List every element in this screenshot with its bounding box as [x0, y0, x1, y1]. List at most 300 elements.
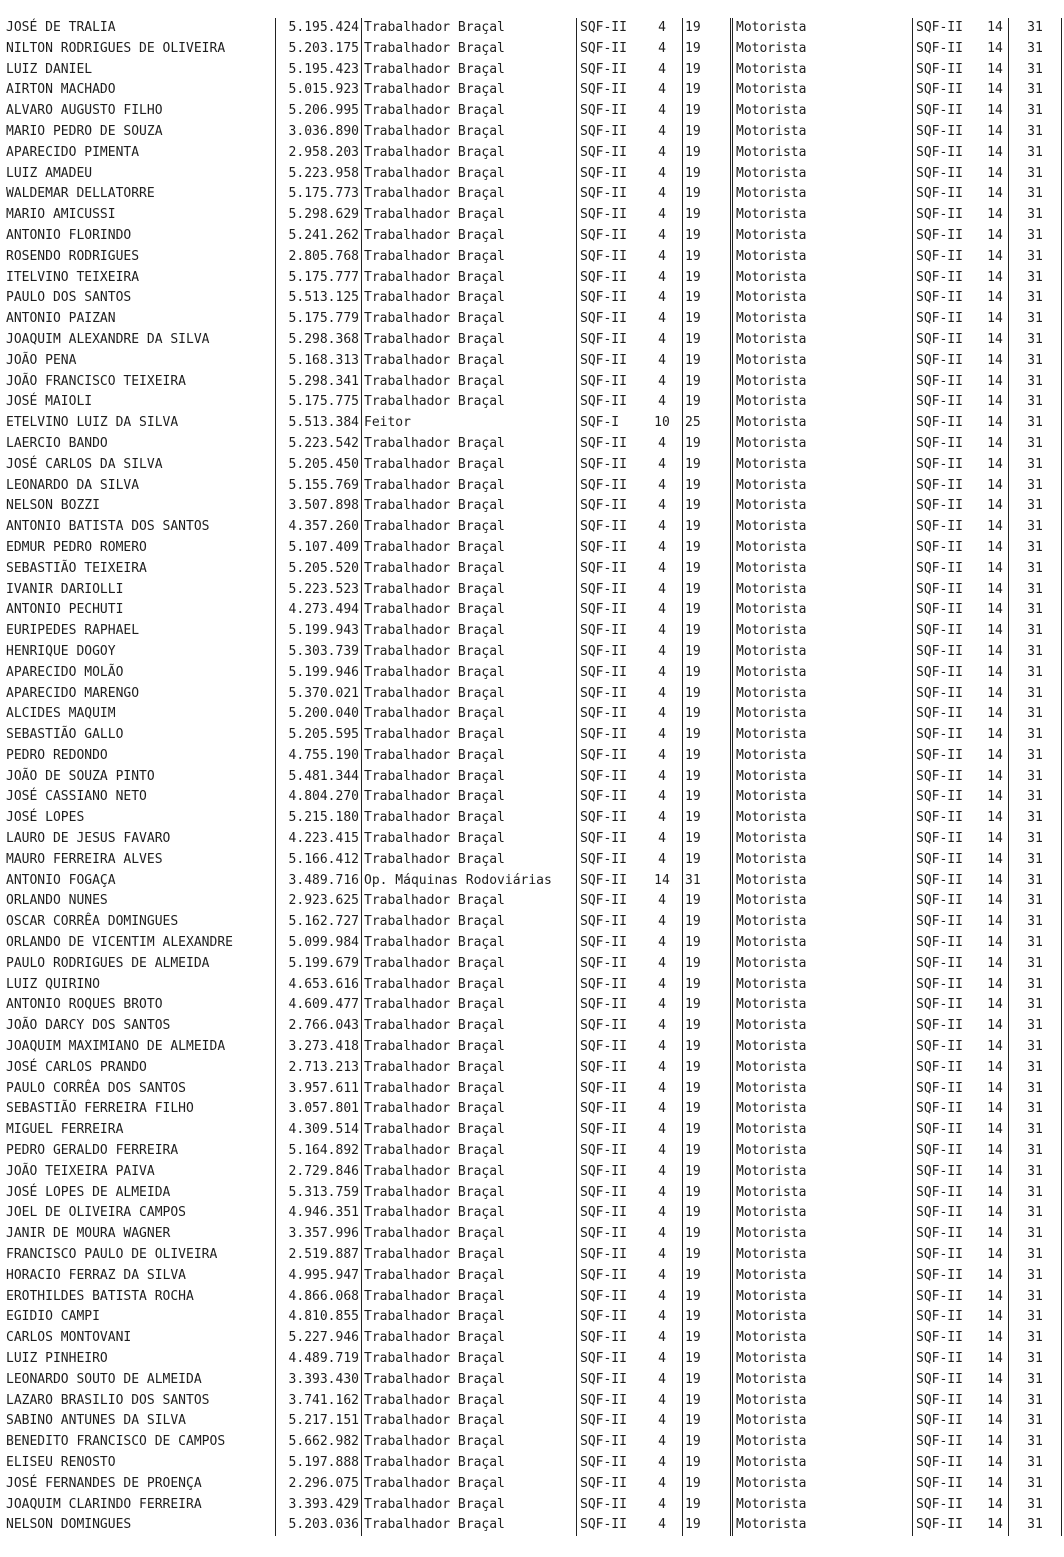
- new-reference-cell: SQF-II: [912, 871, 978, 892]
- current-grade-cell: 19: [682, 351, 711, 372]
- new-level-cell: 14: [982, 995, 1009, 1016]
- right-rule: [1061, 829, 1062, 850]
- employee-name-cell: LAZARO BRASILIO DOS SANTOS: [6, 1392, 210, 1408]
- new-level-cell: 14: [982, 80, 1009, 101]
- current-function-cell: Trabalhador Braçal: [361, 18, 574, 39]
- table-row: [0, 496, 1064, 517]
- employee-name-cell: CARLOS MONTOVANI: [6, 1330, 132, 1346]
- current-level-cell: 4: [658, 1205, 666, 1221]
- right-rule: [1061, 18, 1062, 39]
- new-grade-cell: 31: [1027, 1288, 1043, 1304]
- new-level-cell: 14: [982, 767, 1009, 788]
- current-function-cell: Trabalhador Braçal: [361, 600, 574, 621]
- new-function-cell: Motorista: [730, 434, 906, 455]
- new-level-cell: 14: [982, 392, 1009, 413]
- new-level-cell: 14: [982, 455, 1009, 476]
- new-level-cell: 14: [982, 164, 1009, 185]
- employee-name-cell: PEDRO REDONDO: [6, 747, 108, 763]
- current-function-cell: Trabalhador Braçal: [361, 1453, 574, 1474]
- current-function-cell: Trabalhador Braçal: [361, 330, 574, 351]
- current-level-cell: 4: [658, 1351, 666, 1366]
- registration-number-cell: 5.107.409: [275, 538, 361, 559]
- new-reference-cell: SQF-II: [912, 1411, 978, 1432]
- new-level-cell: 14: [982, 600, 1009, 621]
- current-grade-cell: 19: [682, 1328, 711, 1349]
- new-reference-cell: SQF-II: [912, 392, 978, 413]
- right-rule: [1061, 1224, 1062, 1245]
- new-reference-cell: SQF-II: [912, 1058, 978, 1079]
- current-level-cell: 4: [658, 976, 666, 992]
- new-grade-cell: 31: [1027, 1351, 1043, 1366]
- new-function-cell: Motorista: [730, 372, 906, 393]
- current-level-cell: 4: [658, 373, 666, 389]
- new-reference-cell: SQF-II: [912, 517, 978, 538]
- table-row: [0, 434, 1064, 455]
- new-function-cell: Motorista: [730, 309, 906, 330]
- current-function-cell: Trabalhador Braçal: [361, 268, 574, 289]
- current-reference-cell: SQF-II: [576, 517, 650, 538]
- current-level-cell: 4: [658, 914, 666, 930]
- current-function-cell: Trabalhador Braçal: [361, 1515, 574, 1536]
- current-function-cell: Trabalhador Braçal: [361, 704, 574, 725]
- employee-name-cell: IVANIR DARIOLLI: [6, 581, 124, 597]
- table-row: [0, 455, 1064, 476]
- current-level-cell: 4: [658, 685, 666, 701]
- table-row: [0, 517, 1064, 538]
- new-level-cell: 14: [982, 1307, 1009, 1328]
- current-function-cell: Trabalhador Braçal: [361, 1016, 574, 1037]
- registration-number-cell: 5.313.759: [275, 1183, 361, 1204]
- employee-name-cell: LAURO DE JESUS FAVARO: [6, 831, 171, 847]
- current-level-cell: 4: [658, 997, 666, 1013]
- current-reference-cell: SQF-II: [576, 122, 650, 143]
- new-level-cell: 14: [982, 663, 1009, 684]
- employee-name-cell: EGIDIO CAMPI: [6, 1309, 100, 1325]
- employee-name-cell: FRANCISCO PAULO DE OLIVEIRA: [6, 1247, 218, 1263]
- current-function-cell: Trabalhador Braçal: [361, 559, 574, 580]
- new-grade-cell: 31: [1027, 851, 1043, 867]
- current-grade-cell: 19: [682, 455, 711, 476]
- current-function-cell: Trabalhador Braçal: [361, 1141, 574, 1162]
- registration-number-cell: 5.168.313: [275, 351, 361, 372]
- current-grade-cell: 19: [682, 1224, 711, 1245]
- employee-name-cell: JANIR DE MOURA WAGNER: [6, 1226, 171, 1242]
- new-level-cell: 14: [982, 787, 1009, 808]
- employee-name-cell: APARECIDO MARENGO: [6, 685, 140, 701]
- employee-name-cell: MARIO PEDRO DE SOUZA: [6, 123, 163, 139]
- table-row: [0, 1328, 1064, 1349]
- new-function-cell: Motorista: [730, 871, 906, 892]
- right-rule: [1061, 600, 1062, 621]
- table-row: [0, 621, 1064, 642]
- current-function-cell: Trabalhador Braçal: [361, 1432, 574, 1453]
- new-function-cell: Motorista: [730, 496, 906, 517]
- new-level-cell: 14: [982, 351, 1009, 372]
- new-level-cell: 14: [982, 1370, 1009, 1391]
- table-row: [0, 891, 1064, 912]
- right-rule: [1061, 1120, 1062, 1141]
- new-function-cell: Motorista: [730, 39, 906, 60]
- new-level-cell: 14: [982, 850, 1009, 871]
- registration-number-cell: 4.804.270: [275, 787, 361, 808]
- new-grade-cell: 31: [1027, 103, 1043, 119]
- current-function-cell: Trabalhador Braçal: [361, 496, 574, 517]
- registration-number-cell: 3.393.429: [275, 1495, 361, 1516]
- registration-number-cell: 5.200.040: [275, 704, 361, 725]
- new-function-cell: Motorista: [730, 1432, 906, 1453]
- table-row: [0, 268, 1064, 289]
- current-function-cell: Trabalhador Braçal: [361, 434, 574, 455]
- new-grade-cell: 31: [1027, 373, 1043, 389]
- current-grade-cell: 19: [682, 1411, 711, 1432]
- registration-number-cell: 5.205.450: [275, 455, 361, 476]
- table-row: [0, 1474, 1064, 1495]
- employee-name-cell: BENEDITO FRANCISCO DE CAMPOS: [6, 1434, 226, 1450]
- right-rule: [1061, 1453, 1062, 1474]
- new-reference-cell: SQF-II: [912, 600, 978, 621]
- current-function-cell: Trabalhador Braçal: [361, 725, 574, 746]
- new-grade-cell: 31: [1027, 1101, 1043, 1117]
- employee-name-cell: WALDEMAR DELLATORRE: [6, 186, 155, 202]
- current-function-cell: Trabalhador Braçal: [361, 954, 574, 975]
- right-rule: [1061, 80, 1062, 101]
- new-function-cell: Motorista: [730, 1183, 906, 1204]
- new-level-cell: 14: [982, 1245, 1009, 1266]
- new-function-cell: Motorista: [730, 580, 906, 601]
- new-function-cell: Motorista: [730, 1391, 906, 1412]
- employee-name-cell: JOSÉ CARLOS PRANDO: [6, 1059, 147, 1075]
- new-level-cell: 14: [982, 288, 1009, 309]
- table-row: [0, 559, 1064, 580]
- new-reference-cell: SQF-II: [912, 663, 978, 684]
- registration-number-cell: 5.175.779: [275, 309, 361, 330]
- current-function-cell: Trabalhador Braçal: [361, 476, 574, 497]
- current-level-cell: 4: [658, 352, 666, 368]
- new-function-cell: Motorista: [730, 725, 906, 746]
- registration-number-cell: 2.805.768: [275, 247, 361, 268]
- right-rule: [1061, 912, 1062, 933]
- new-level-cell: 14: [982, 1162, 1009, 1183]
- current-reference-cell: SQF-II: [576, 1183, 650, 1204]
- new-level-cell: 14: [982, 704, 1009, 725]
- table-row: [0, 247, 1064, 268]
- new-function-cell: Motorista: [730, 1162, 906, 1183]
- new-reference-cell: SQF-II: [912, 476, 978, 497]
- new-reference-cell: SQF-II: [912, 1120, 978, 1141]
- current-grade-cell: 19: [682, 1245, 711, 1266]
- new-reference-cell: SQF-II: [912, 268, 978, 289]
- current-function-cell: Trabalhador Braçal: [361, 1411, 574, 1432]
- new-reference-cell: SQF-II: [912, 1474, 978, 1495]
- registration-number-cell: 5.370.021: [275, 684, 361, 705]
- current-level-cell: 4: [658, 1247, 666, 1263]
- registration-number-cell: 5.223.542: [275, 434, 361, 455]
- current-function-cell: Trabalhador Braçal: [361, 1328, 574, 1349]
- new-level-cell: 14: [982, 891, 1009, 912]
- registration-number-cell: 5.175.777: [275, 268, 361, 289]
- current-grade-cell: 19: [682, 122, 711, 143]
- new-function-cell: Motorista: [730, 164, 906, 185]
- current-function-cell: Op. Máquinas Rodoviárias: [361, 871, 574, 892]
- current-reference-cell: SQF-II: [576, 1099, 650, 1120]
- new-level-cell: 14: [982, 184, 1009, 205]
- new-grade-cell: 31: [1027, 123, 1043, 139]
- employee-name-cell: EROTHILDES BATISTA ROCHA: [6, 1288, 194, 1304]
- current-function-cell: Trabalhador Braçal: [361, 1203, 574, 1224]
- current-grade-cell: 19: [682, 1120, 711, 1141]
- new-reference-cell: SQF-II: [912, 1037, 978, 1058]
- employee-name-cell: NILTON RODRIGUES DE OLIVEIRA: [6, 40, 226, 56]
- new-function-cell: Motorista: [730, 288, 906, 309]
- new-level-cell: 14: [982, 559, 1009, 580]
- table-row: [0, 184, 1064, 205]
- table-row: [0, 101, 1064, 122]
- current-reference-cell: SQF-II: [576, 1307, 650, 1328]
- registration-number-cell: 3.036.890: [275, 122, 361, 143]
- new-grade-cell: 31: [1027, 394, 1043, 410]
- employee-name-cell: OSCAR CORRÊA DOMINGUES: [6, 914, 179, 930]
- right-rule: [1061, 1474, 1062, 1495]
- new-level-cell: 14: [982, 1515, 1009, 1536]
- new-reference-cell: SQF-II: [912, 975, 978, 996]
- current-level-cell: 4: [658, 394, 666, 410]
- new-reference-cell: SQF-II: [912, 101, 978, 122]
- registration-number-cell: 5.203.036: [275, 1515, 361, 1536]
- table-row: [0, 933, 1064, 954]
- current-grade-cell: 19: [682, 330, 711, 351]
- current-level-cell: 4: [658, 248, 666, 264]
- current-function-cell: Trabalhador Braçal: [361, 663, 574, 684]
- table-row: [0, 372, 1064, 393]
- current-grade-cell: 19: [682, 912, 711, 933]
- new-reference-cell: SQF-II: [912, 309, 978, 330]
- current-level-cell: 4: [658, 768, 666, 784]
- new-level-cell: 14: [982, 580, 1009, 601]
- employee-name-cell: ANTONIO ROQUES BROTO: [6, 997, 163, 1013]
- registration-number-cell: 5.099.984: [275, 933, 361, 954]
- current-level-cell: 4: [658, 831, 666, 847]
- new-reference-cell: SQF-II: [912, 767, 978, 788]
- new-function-cell: Motorista: [730, 1079, 906, 1100]
- right-rule: [1061, 372, 1062, 393]
- new-function-cell: Motorista: [730, 247, 906, 268]
- employee-name-cell: ANTONIO FLORINDO: [6, 227, 132, 243]
- new-level-cell: 14: [982, 1016, 1009, 1037]
- current-grade-cell: 19: [682, 725, 711, 746]
- employee-name-cell: ANTONIO PECHUTI: [6, 602, 124, 618]
- registration-number-cell: 2.923.625: [275, 891, 361, 912]
- new-level-cell: 14: [982, 933, 1009, 954]
- table-row: [0, 1307, 1064, 1328]
- registration-number-cell: 4.653.616: [275, 975, 361, 996]
- table-row: [0, 122, 1064, 143]
- current-grade-cell: 19: [682, 517, 711, 538]
- new-grade-cell: 31: [1027, 456, 1043, 472]
- current-grade-cell: 19: [682, 205, 711, 226]
- current-function-cell: Trabalhador Braçal: [361, 101, 574, 122]
- registration-number-cell: 5.298.368: [275, 330, 361, 351]
- personnel-listing-table: [0, 18, 1064, 1536]
- new-function-cell: Motorista: [730, 413, 906, 434]
- new-level-cell: 14: [982, 143, 1009, 164]
- table-row: [0, 1058, 1064, 1079]
- new-reference-cell: SQF-II: [912, 122, 978, 143]
- table-row: [0, 1391, 1064, 1412]
- new-function-cell: Motorista: [730, 351, 906, 372]
- new-grade-cell: 31: [1027, 352, 1043, 368]
- current-level-cell: 4: [658, 1496, 666, 1512]
- registration-number-cell: 5.197.888: [275, 1453, 361, 1474]
- current-level-cell: 4: [658, 311, 666, 327]
- registration-number-cell: 2.713.213: [275, 1058, 361, 1079]
- current-function-cell: Trabalhador Braçal: [361, 39, 574, 60]
- new-reference-cell: SQF-II: [912, 1099, 978, 1120]
- new-grade-cell: 31: [1027, 768, 1043, 784]
- current-function-cell: Trabalhador Braçal: [361, 787, 574, 808]
- new-reference-cell: SQF-II: [912, 1224, 978, 1245]
- employee-name-cell: JOÃO FRANCISCO TEIXEIRA: [6, 373, 187, 389]
- new-level-cell: 14: [982, 1411, 1009, 1432]
- current-reference-cell: SQF-II: [576, 268, 650, 289]
- right-rule: [1061, 413, 1062, 434]
- employee-name-cell: LUIZ PINHEIRO: [6, 1351, 108, 1366]
- current-grade-cell: 19: [682, 767, 711, 788]
- new-level-cell: 14: [982, 1037, 1009, 1058]
- current-reference-cell: SQF-II: [576, 1370, 650, 1391]
- current-level-cell: 4: [658, 1018, 666, 1034]
- new-level-cell: 14: [982, 1141, 1009, 1162]
- employee-name-cell: EURIPEDES RAPHAEL: [6, 623, 140, 639]
- current-grade-cell: 19: [682, 1287, 711, 1308]
- new-grade-cell: 31: [1027, 1517, 1043, 1533]
- new-level-cell: 14: [982, 1099, 1009, 1120]
- current-function-cell: Trabalhador Braçal: [361, 1224, 574, 1245]
- current-function-cell: Trabalhador Braçal: [361, 1474, 574, 1495]
- registration-number-cell: 5.166.412: [275, 850, 361, 871]
- registration-number-cell: 5.481.344: [275, 767, 361, 788]
- new-reference-cell: SQF-II: [912, 954, 978, 975]
- right-rule: [1061, 39, 1062, 60]
- current-grade-cell: 19: [682, 1495, 711, 1516]
- registration-number-cell: 4.995.947: [275, 1266, 361, 1287]
- registration-number-cell: 2.766.043: [275, 1016, 361, 1037]
- right-rule: [1061, 351, 1062, 372]
- new-grade-cell: 31: [1027, 1018, 1043, 1034]
- current-level-cell: 4: [658, 1101, 666, 1117]
- current-grade-cell: 19: [682, 101, 711, 122]
- current-reference-cell: SQF-II: [576, 1245, 650, 1266]
- new-level-cell: 14: [982, 122, 1009, 143]
- new-level-cell: 14: [982, 1120, 1009, 1141]
- current-level-cell: 4: [658, 1143, 666, 1159]
- registration-number-cell: 5.227.946: [275, 1328, 361, 1349]
- new-function-cell: Motorista: [730, 122, 906, 143]
- new-function-cell: Motorista: [730, 1411, 906, 1432]
- current-reference-cell: SQF-II: [576, 164, 650, 185]
- registration-number-cell: 5.513.125: [275, 288, 361, 309]
- table-row: [0, 954, 1064, 975]
- right-rule: [1061, 1307, 1062, 1328]
- new-reference-cell: SQF-II: [912, 226, 978, 247]
- table-row: [0, 684, 1064, 705]
- registration-number-cell: 5.298.341: [275, 372, 361, 393]
- employee-name-cell: SABINO ANTUNES DA SILVA: [6, 1413, 187, 1429]
- current-grade-cell: 19: [682, 39, 711, 60]
- new-grade-cell: 31: [1027, 311, 1043, 327]
- new-reference-cell: SQF-II: [912, 1266, 978, 1287]
- current-grade-cell: 19: [682, 1474, 711, 1495]
- right-rule: [1061, 60, 1062, 81]
- employee-name-cell: ANTONIO PAIZAN: [6, 311, 116, 327]
- current-grade-cell: 19: [682, 559, 711, 580]
- current-level-cell: 4: [658, 539, 666, 555]
- right-rule: [1061, 1411, 1062, 1432]
- employee-name-cell: SEBASTIÃO GALLO: [6, 727, 124, 743]
- current-function-cell: Trabalhador Braçal: [361, 372, 574, 393]
- right-rule: [1061, 101, 1062, 122]
- current-level-cell: 4: [658, 123, 666, 139]
- employee-name-cell: JOSÉ FERNANDES DE PROENÇA: [6, 1475, 202, 1491]
- new-grade-cell: 31: [1027, 643, 1043, 659]
- employee-name-cell: PAULO DOS SANTOS: [6, 290, 132, 306]
- employee-name-cell: MIGUEL FERREIRA: [6, 1122, 124, 1138]
- new-function-cell: Motorista: [730, 330, 906, 351]
- employee-name-cell: ORLANDO DE VICENTIM ALEXANDRE: [6, 935, 233, 951]
- current-function-cell: Trabalhador Braçal: [361, 1037, 574, 1058]
- right-rule: [1061, 975, 1062, 996]
- current-grade-cell: 19: [682, 933, 711, 954]
- current-grade-cell: 19: [682, 829, 711, 850]
- new-function-cell: Motorista: [730, 1037, 906, 1058]
- new-grade-cell: 31: [1027, 914, 1043, 930]
- current-function-cell: Trabalhador Braçal: [361, 80, 574, 101]
- table-row: [0, 1079, 1064, 1100]
- right-rule: [1061, 1037, 1062, 1058]
- current-level-cell: 4: [658, 165, 666, 181]
- current-level-cell: 4: [658, 1163, 666, 1179]
- new-function-cell: Motorista: [730, 954, 906, 975]
- new-reference-cell: SQF-II: [912, 1079, 978, 1100]
- current-grade-cell: 19: [682, 288, 711, 309]
- current-reference-cell: SQF-II: [576, 1453, 650, 1474]
- current-function-cell: Trabalhador Braçal: [361, 1183, 574, 1204]
- new-function-cell: Motorista: [730, 933, 906, 954]
- current-function-cell: Trabalhador Braçal: [361, 1162, 574, 1183]
- current-reference-cell: SQF-II: [576, 746, 650, 767]
- right-rule: [1061, 704, 1062, 725]
- current-level-cell: 4: [658, 82, 666, 98]
- new-reference-cell: SQF-II: [912, 746, 978, 767]
- right-rule: [1061, 850, 1062, 871]
- employee-name-cell: JOSÉ CARLOS DA SILVA: [6, 456, 163, 472]
- current-reference-cell: SQF-II: [576, 18, 650, 39]
- employee-name-cell: JOAQUIM ALEXANDRE DA SILVA: [6, 331, 210, 347]
- new-grade-cell: 31: [1027, 20, 1043, 35]
- new-function-cell: Motorista: [730, 538, 906, 559]
- new-grade-cell: 31: [1027, 248, 1043, 264]
- new-function-cell: Motorista: [730, 1058, 906, 1079]
- right-rule: [1061, 933, 1062, 954]
- new-grade-cell: 31: [1027, 1163, 1043, 1179]
- current-reference-cell: SQF-II: [576, 1203, 650, 1224]
- current-function-cell: Trabalhador Braçal: [361, 767, 574, 788]
- right-rule: [1061, 1515, 1062, 1536]
- registration-number-cell: 5.223.958: [275, 164, 361, 185]
- right-rule: [1061, 164, 1062, 185]
- new-level-cell: 14: [982, 1203, 1009, 1224]
- registration-number-cell: 5.155.769: [275, 476, 361, 497]
- new-function-cell: Motorista: [730, 1495, 906, 1516]
